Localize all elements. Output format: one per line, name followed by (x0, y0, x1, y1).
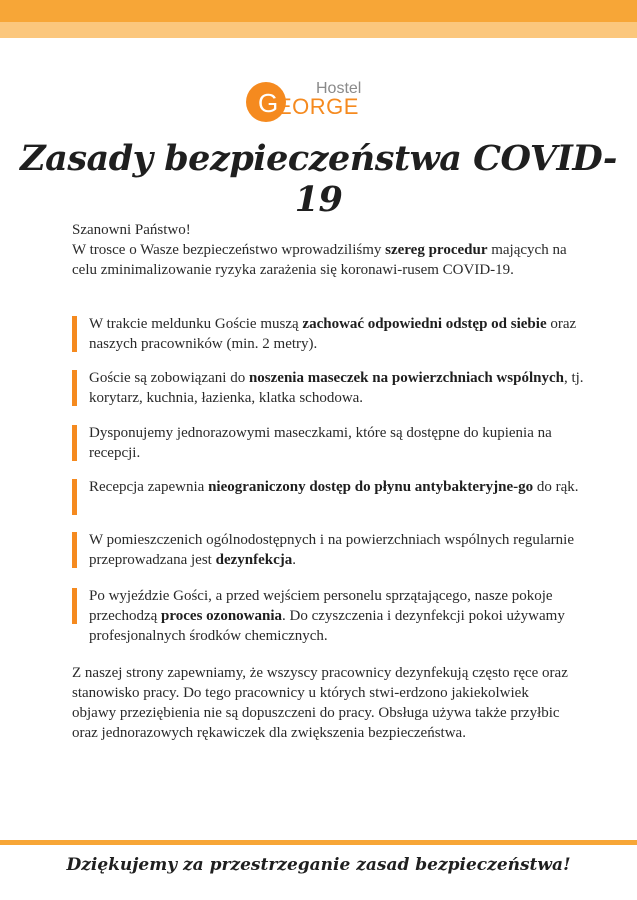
footer-divider (0, 840, 637, 845)
logo-g-letter: G (258, 88, 279, 118)
rule-text: Recepcja zapewnia nieograniczony dostęp do płynu antybakteryjne-go do rąk. (89, 479, 579, 495)
top-banner-light (0, 22, 637, 38)
logo-george-text: EORGE (277, 94, 359, 119)
top-banner-dark (0, 0, 637, 22)
rule-text: Goście są zobowiązani do noszenia maseczek na powierzchniach wspólnych, tj. korytarz, kuchnia, łazienka, klatka schodowa. (89, 370, 584, 406)
closing-paragraph: Z naszej strony zapewniamy, że wszyscy pracownicy dezynfekują często ręce oraz stanowisko pracy. Do tego pracownicy u których stwi-erdzono jakiekolwiek objawy przeziębienia nie są dopuszczeni do pracy. Obsługa używa także przyłbic oraz jednorazowych rękawiczek dla zwiększenia bezpieczeństwa. (72, 665, 568, 741)
footer-thanks: Dziękujemy za przestrzeganie zasad bezpieczeństwa! (66, 855, 571, 875)
greeting: Szanowni Państwo! (72, 222, 191, 238)
logo-hostel-text: Hostel (316, 80, 362, 97)
rule-item (72, 530, 587, 570)
rule-marker (72, 532, 77, 568)
intro-text: W trosce o Wasze bezpieczeństwo wprowadziliśmy szereg procedur mających na celu zminimalizowanie ryzyka zarażenia się koronawi-rusem COVID-19. (72, 242, 567, 278)
rule-text: Po wyjeździe Gości, a przed wejściem personelu sprzątającego, nasze pokoje przechodzą proces ozonowania. Do czyszczenia i dezynfekcji pokoi używamy profesjonalnych środków chemicznych. (89, 588, 565, 644)
rule-marker (72, 370, 77, 406)
rule-item (72, 423, 587, 463)
top-banner (0, 0, 637, 40)
rule-text: W pomieszczenich ogólnodostępnych i na powierzchniach wspólnych regularnie przeprowadzana jest dezynfekcja. (89, 532, 574, 568)
intro-paragraph (72, 220, 567, 280)
rule-item (72, 314, 587, 354)
rule-marker (72, 479, 77, 515)
rule-marker (72, 588, 77, 624)
rule-item (72, 368, 587, 408)
rule-text: W trakcie meldunku Goście muszą zachować odpowiedni odstęp od siebie oraz naszych pracowników (min. 2 metry). (89, 316, 577, 352)
rule-marker (72, 425, 77, 461)
rule-item (72, 477, 587, 497)
rule-item (72, 586, 587, 646)
hostel-logo (244, 78, 374, 126)
rule-text: Dysponujemy jednorazowymi maseczkami, które są dostępne do kupienia na recepcji. (89, 425, 552, 461)
rule-marker (72, 316, 77, 352)
page-title: Zasady bezpieczeństwa COVID-19 (20, 138, 617, 220)
